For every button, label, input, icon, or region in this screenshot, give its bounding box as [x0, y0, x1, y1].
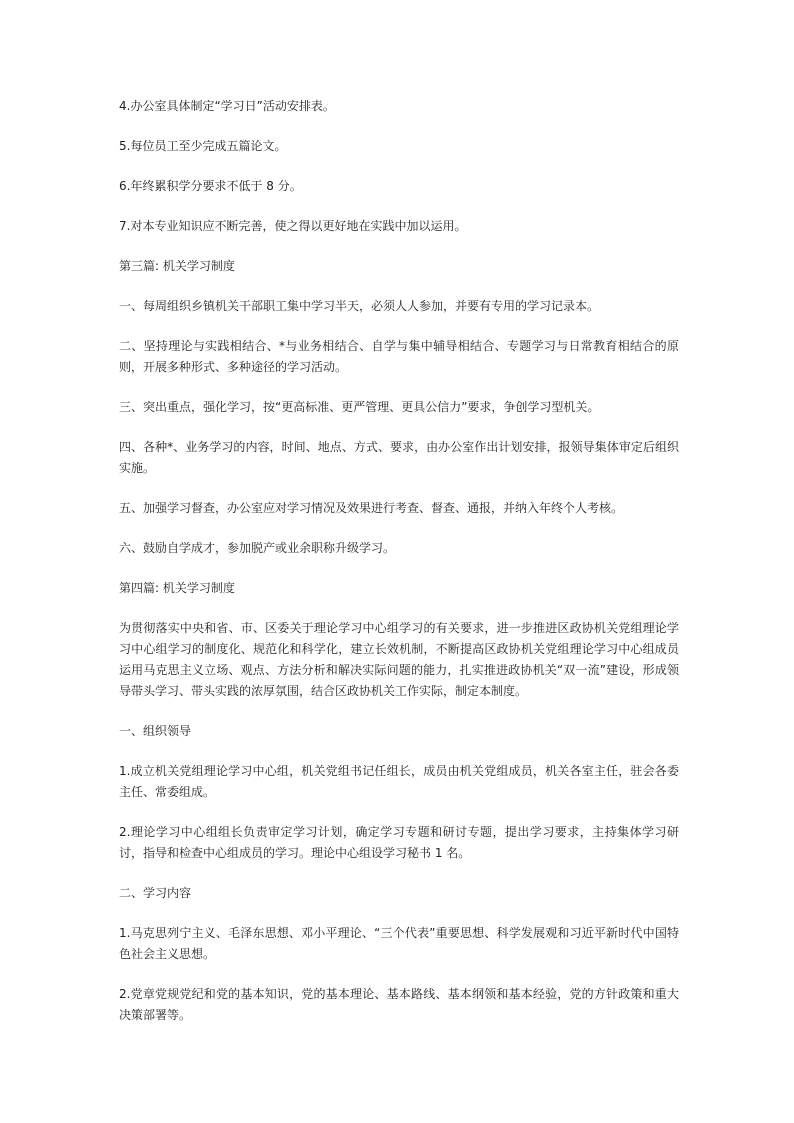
paragraph-item-4: 4.办公室具体制定“学习日”活动安排表。 [119, 99, 335, 113]
subheading-organization: 一、组织领导 [119, 724, 192, 738]
rule-item-4: 四、各种*、业务学习的内容，时间、地点、方式、要求，由办公室作出计划安排，报领导集体审定后组织实施。 [119, 440, 679, 475]
section-heading-part-3: 第三篇: 机关学习制度 [119, 259, 235, 273]
rule-item-3: 三、突出重点，强化学习，按“更高标准、更严管理、更具公信力”要求，争创学习型机关。 [119, 400, 600, 414]
paragraph-item-5: 5.每位员工至少完成五篇论文。 [119, 139, 287, 153]
document-body [119, 96, 679, 1045]
rule-item-2: 二、坚持理论与实践相结合、*与业务相结合、自学与集中辅导相结合、专题学习与日常教育相结合的原则，开展多种形式、多种途径的学习活动。 [119, 339, 679, 374]
subheading-study-content: 二、学习内容 [119, 886, 192, 900]
section-heading-part-4: 第四篇: 机关学习制度 [119, 581, 235, 595]
rule-item-5: 五、加强学习督查，办公室应对学习情况及效果进行考查、督查、通报，并纳入年终个人考核。 [119, 501, 624, 515]
intro-paragraph: 为贯彻落实中央和省、市、区委关于理论学习中心组学习的有关要求，进一步推进区政协机关党组理论学习中心组学习的制度化、规范化和科学化，建立长效机制，不断提高区政协机关党组理论学习中心组成员运用马克思主义立场、观点、方法分析和解决实际问题的能力，扎实推进政协机关“双一流”建设，形成领导带头学习、带头实践的浓厚氛围，结合区政协机关工作实际，制定本制度。 [119, 621, 679, 698]
organization-item-2: 2.理论学习中心组组长负责审定学习计划，确定学习专题和研讨专题，提出学习要求，主持集体学习研讨，指导和检查中心组成员的学习。理论中心组设学习秘书 1 名。 [119, 825, 679, 860]
rule-item-1: 一、每周组织乡镇机关干部职工集中学习半天，必须人人参加，并要有专用的学习记录本。 [119, 299, 600, 313]
study-content-item-2: 2.党章党规党纪和党的基本知识，党的基本理论、基本路线、基本纲领和基本经验，党的方针政策和重大决策部署等。 [119, 987, 679, 1022]
paragraph-item-6: 6.年终累积学分要求不低于 8 分。 [119, 179, 302, 193]
organization-item-1: 1.成立机关党组理论学习中心组，机关党组书记任组长，成员由机关党组成员，机关各室主任，驻会各委主任、常委组成。 [119, 764, 679, 799]
rule-item-6: 六、鼓励自学成才，参加脱产或业余职称升级学习。 [119, 541, 396, 555]
study-content-item-1: 1.马克思列宁主义、毛泽东思想、邓小平理论、“三个代表”重要思想、科学发展观和习近平新时代中国特色社会主义思想。 [119, 926, 679, 961]
paragraph-item-7: 7.对本专业知识应不断完善，使之得以更好地在实践中加以运用。 [119, 219, 467, 233]
